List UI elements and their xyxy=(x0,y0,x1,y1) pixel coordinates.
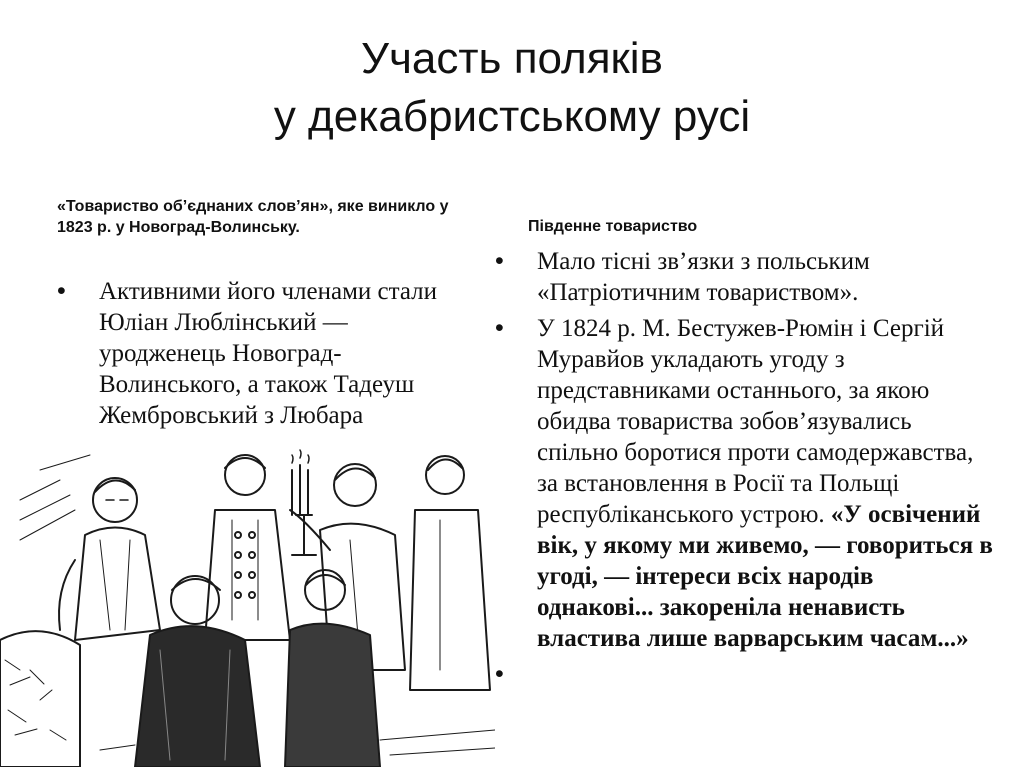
right-bullet-list xyxy=(495,246,995,688)
list-item-text: Мало тісні зв’язки з польським «Патріотичним товариством». xyxy=(537,248,870,306)
slide-title xyxy=(0,30,1024,146)
treaty-quote: «У освічений вік, у якому ми живемо, — говориться в угоді, — інтереси всіх народів однакові... закореніла ненависть властива лише варварським часам...» xyxy=(537,501,993,652)
list-item xyxy=(495,313,995,654)
bullet-glyph: • xyxy=(495,247,504,275)
bullet-glyph: • xyxy=(57,277,66,305)
left-subheading: «Товариство об’єднаних слов’ян», яке виникло у 1823 р. у Новоград-Волинську. xyxy=(57,198,449,236)
list-item xyxy=(57,276,477,431)
left-bullet-list xyxy=(57,276,477,436)
list-item xyxy=(495,246,995,308)
list-item-text: Активними його членами стали Юліан Люблінський — уродженець Новоград-Волинського, а також Тадеуш Жембровський з Любара xyxy=(99,278,438,429)
decembrists-meeting-engraving-icon xyxy=(0,440,495,767)
slide-title-line-1: Участь поляків xyxy=(361,34,663,83)
slide-title-line-2: у декабристському русі xyxy=(273,92,751,141)
right-subheading: Південне товариство xyxy=(528,218,698,235)
list-item-text: У 1824 р. М. Бестужев-Рюмін і Сергій Муравйов укладають угоду з представниками останнього, за якою обидва товариства зобов’язувались спільно боротися проти самодержавства, за встановлення в Росії та Польщі республіканського устрою. xyxy=(537,315,974,528)
bullet-glyph: • xyxy=(495,660,504,688)
bullet-glyph: • xyxy=(495,314,504,342)
